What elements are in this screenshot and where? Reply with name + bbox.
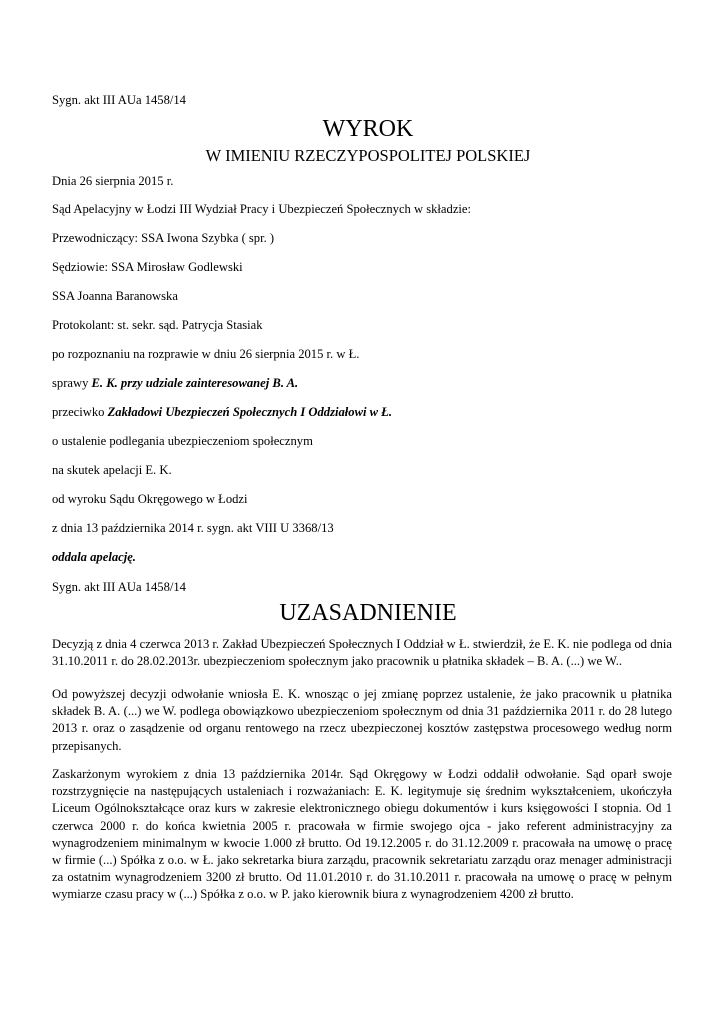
judgment-title: WYROK [322,116,414,142]
justification-paragraph: Decyzją z dnia 4 czerwca 2013 r. Zakład Ubezpieczeń Społecznych I Oddział w Ł. stwierdził, że E. K. nie podlega od dnia 31.10.2011 r. do 28.02.2013r. ubezpieczeniom społecznym jako pracownik u płatnika składek – B. A. (...) we W.. [52,637,672,669]
case-parties: E. K. przy udziale zainteresowanej B. A. [91,376,299,390]
case-subject: o ustalenie podlegania ubezpieczeniom społecznym [52,434,313,448]
case-parties-line [52,376,298,391]
against-prefix: przeciwko [52,405,108,419]
judgment-subtitle: W IMIENIU RZECZYPOSPOLITEJ POLSKIEJ [205,146,531,165]
case-signature-second: Sygn. akt III AUa 1458/14 [52,580,186,594]
judges: Sędziowie: SSA Mirosław Godlewski [52,260,243,274]
justification-title: UZASADNIENIE [279,600,457,626]
court-clerk: Protokolant: st. sekr. sąd. Patrycja Stasiak [52,318,263,332]
justification-paragraph: Zaskarżonym wyrokiem z dnia 13 października 2014r. Sąd Okręgowy w Łodzi oddalił odwołanie. Sąd oparł swoje rozstrzygnięcie na następujących ustaleniach i rozważaniach: E. K. legitymuje się średnim wykształceniem, ukończyła Liceum Ogólnokształcące oraz kurs w zakresie elektronicznego obiegu dokumentów i kurs księgowości I stopnia. Od 1 czerwca 2000 r. do końca kwietnia 2005 r. pracowała w firmie swojego ojca - jako referent administracyjny za wynagrodzeniem minimalnym w kwocie 1.000 zł brutto. Od 19.12.2005 r. do 31.12.2009 r. pracowała na umowę o pracę w firmie (...) Spółka z o.o. w Ł. jako sekretarka biura zarządu, pracownik sekretariatu zarządu oraz menager administracji za ostatnim wynagrodzeniem 3200 zł brutto. Od 11.01.2010 r. do 31.10.2011 r. pracowała na umowę o pracę w pełnym wymiarze czasu pracy w (...) Spółka z o.o. w P. jako kierownik biura z wynagrodzeniem 4200 zł brutto. [52,767,672,902]
lower-court-judgment: od wyroku Sądu Okręgowego w Łodzi [52,492,248,506]
appeal-info: na skutek apelacji E. K. [52,463,172,477]
case-signature: Sygn. akt III AUa 1458/14 [52,93,186,107]
judgment-date: Dnia 26 sierpnia 2015 r. [52,174,174,188]
case-prefix: sprawy [52,376,92,390]
hearing-info: po rozpoznaniu na rozprawie w dniu 26 sierpnia 2015 r. w Ł. [52,347,360,361]
court-composition: Sąd Apelacyjny w Łodzi III Wydział Pracy i Ubezpieczeń Społecznych w składzie: [52,202,471,216]
verdict: oddala apelację. [52,550,136,564]
presiding-judge: Przewodniczący: SSA Iwona Szybka ( spr. ) [52,231,275,245]
lower-court-judgment-date: z dnia 13 października 2014 r. sygn. akt VIII U 3368/13 [52,521,334,535]
justification-paragraph: Od powyższej decyzji odwołanie wniosła E. K. wnosząc o jej zmianę poprzez ustalenie, że jako pracownik u płatnika składek B. A. (...) we W. podlega obowiązkowo ubezpieczeniom społecznym od dnia 31 października 2011 r. do 28 lutego 2013 r. oraz o zasądzenie od organu rentowego na rzecz ubezpieczonej kosztów zastępstwa procesowego według norm przepisanych. [52,687,672,753]
opposing-party: Zakładowi Ubezpieczeń Społecznych I Oddziałowi w Ł. [107,405,393,419]
judge-second: SSA Joanna Baranowska [52,289,178,303]
opposing-party-line [52,405,392,420]
